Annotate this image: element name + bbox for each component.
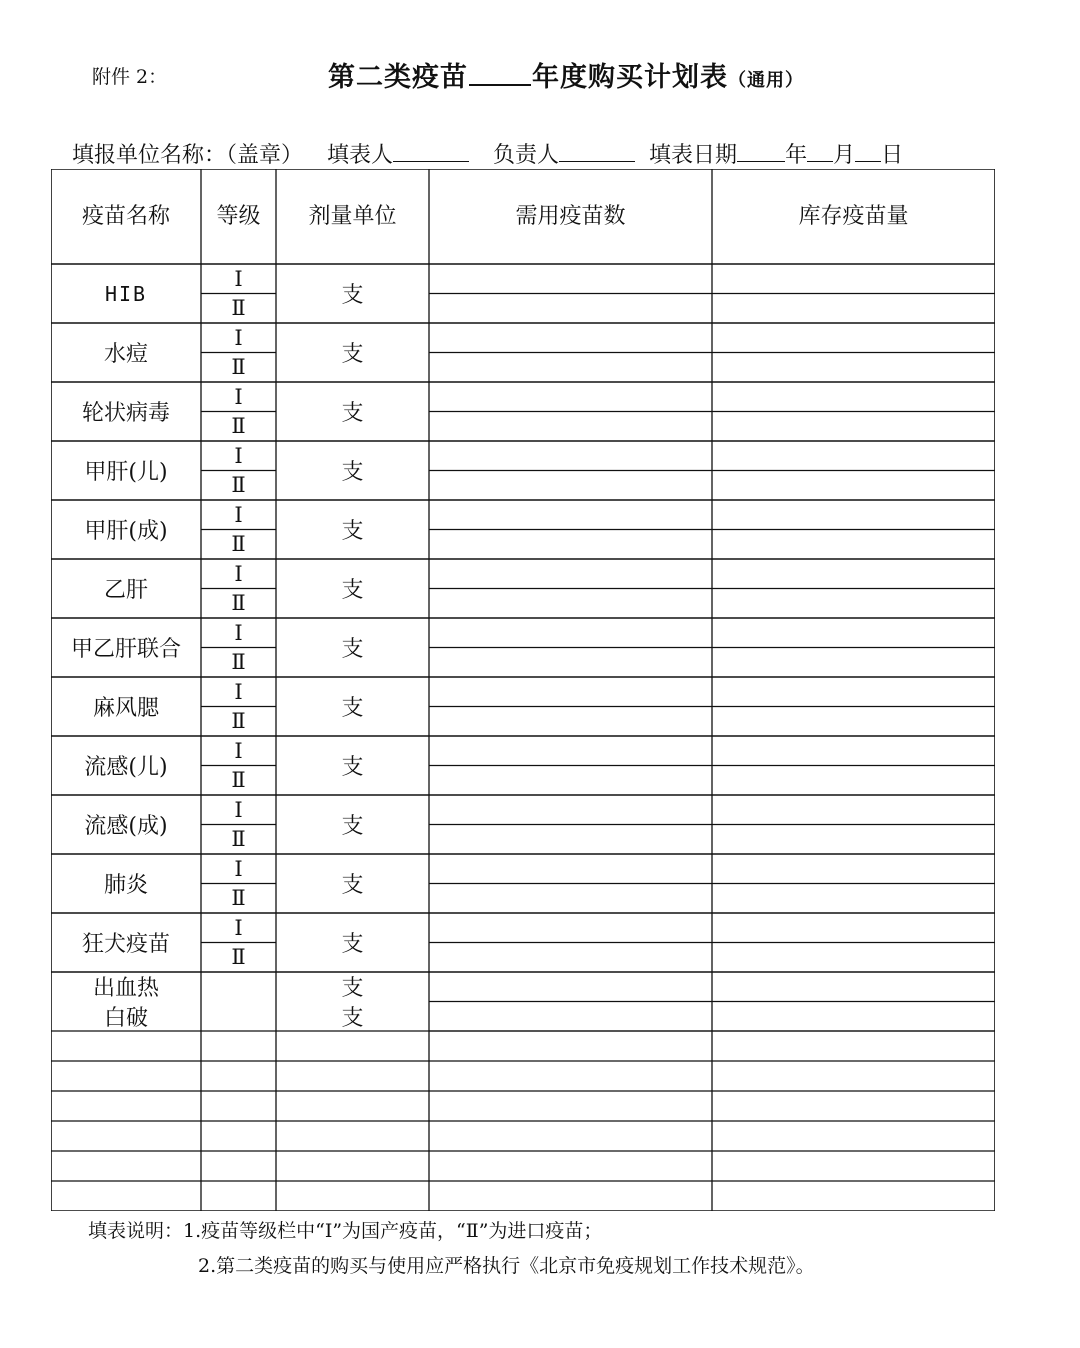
month-label: 月 xyxy=(833,143,856,168)
grade-domestic-cell: Ⅰ xyxy=(234,502,243,527)
required-quantity-input[interactable] xyxy=(429,441,712,471)
dose-unit-cell: 支 xyxy=(341,696,364,721)
required-quantity-input[interactable] xyxy=(429,323,712,353)
empty-entry-cell[interactable] xyxy=(429,1031,712,1061)
grade-empty-cell[interactable] xyxy=(201,972,276,1002)
grade-imported-cell: Ⅱ xyxy=(231,945,246,970)
grade-domestic-cell: Ⅰ xyxy=(234,325,243,350)
empty-entry-cell[interactable] xyxy=(276,1151,429,1181)
stock-quantity-input[interactable] xyxy=(712,825,995,855)
grade-imported-cell: Ⅱ xyxy=(231,591,246,616)
manager-blank[interactable] xyxy=(559,141,635,162)
empty-entry-cell[interactable] xyxy=(429,1151,712,1181)
dose-unit-cell: 支 xyxy=(341,755,364,780)
empty-entry-cell[interactable] xyxy=(51,1181,201,1211)
empty-entry-cell[interactable] xyxy=(712,1061,995,1091)
empty-entry-cell[interactable] xyxy=(712,1151,995,1181)
date-day-blank[interactable] xyxy=(855,141,881,162)
empty-entry-cell[interactable] xyxy=(201,1061,276,1091)
stock-quantity-input[interactable] xyxy=(712,412,995,442)
empty-entry-cell[interactable] xyxy=(276,1181,429,1211)
stock-quantity-input[interactable] xyxy=(712,500,995,530)
required-quantity-input[interactable] xyxy=(429,677,712,707)
empty-entry-cell[interactable] xyxy=(712,1181,995,1211)
grade-imported-cell: Ⅱ xyxy=(231,355,246,380)
stock-quantity-input[interactable] xyxy=(712,264,995,294)
stock-quantity-input[interactable] xyxy=(712,972,995,1002)
vaccine-name-cell: 出血热 xyxy=(92,976,159,1002)
form-title xyxy=(328,55,804,94)
stock-quantity-input[interactable] xyxy=(712,1002,995,1032)
grade-imported-cell: Ⅱ xyxy=(231,709,246,734)
empty-entry-cell[interactable] xyxy=(712,1091,995,1121)
vaccine-name-cell: 甲肝(儿) xyxy=(84,460,168,485)
header-grade: 等级 xyxy=(216,203,261,229)
required-quantity-input[interactable] xyxy=(429,264,712,294)
grade-imported-cell: Ⅱ xyxy=(231,532,246,557)
required-quantity-input[interactable] xyxy=(429,294,712,324)
purchase-plan-table xyxy=(51,169,995,1211)
grade-domestic-cell: Ⅰ xyxy=(234,738,243,763)
empty-entry-cell[interactable] xyxy=(201,1031,276,1061)
stock-quantity-input[interactable] xyxy=(712,323,995,353)
empty-entry-cell[interactable] xyxy=(201,1151,276,1181)
grade-domestic-cell: Ⅰ xyxy=(234,443,243,468)
dose-unit-cell: 支 xyxy=(341,873,364,898)
empty-entry-cell[interactable] xyxy=(712,1031,995,1061)
vaccine-name-cell: 甲肝(成) xyxy=(84,519,168,544)
vaccine-name-cell: 流感(儿) xyxy=(84,755,168,780)
required-quantity-input[interactable] xyxy=(429,559,712,589)
note-line-1: 填表说明：1.疫苗等级栏中“Ⅰ”为国产疫苗，“Ⅱ”为进口疫苗； xyxy=(88,1220,603,1242)
stock-quantity-input[interactable] xyxy=(712,294,995,324)
stock-quantity-input[interactable] xyxy=(712,530,995,560)
stock-quantity-input[interactable] xyxy=(712,589,995,619)
empty-entry-cell[interactable] xyxy=(429,1121,712,1151)
required-quantity-input[interactable] xyxy=(429,589,712,619)
empty-entry-cell[interactable] xyxy=(276,1061,429,1091)
grade-imported-cell: Ⅱ xyxy=(231,886,246,911)
required-quantity-input[interactable] xyxy=(429,382,712,412)
stock-quantity-input[interactable] xyxy=(712,441,995,471)
required-quantity-input[interactable] xyxy=(429,707,712,737)
vaccine-name-cell: 流感(成) xyxy=(84,814,168,839)
stock-quantity-input[interactable] xyxy=(712,913,995,943)
stock-quantity-input[interactable] xyxy=(712,353,995,383)
stock-quantity-input[interactable] xyxy=(712,707,995,737)
grade-domestic-cell: Ⅰ xyxy=(234,384,243,409)
required-quantity-input[interactable] xyxy=(429,530,712,560)
header-dose-unit: 剂量单位 xyxy=(308,203,397,229)
dose-unit-cell: 支 xyxy=(341,519,364,544)
grade-domestic-cell: Ⅰ xyxy=(234,679,243,704)
date-year-blank[interactable] xyxy=(737,141,785,162)
empty-entry-cell[interactable] xyxy=(51,1091,201,1121)
grade-domestic-cell: Ⅰ xyxy=(234,797,243,822)
empty-entry-cell[interactable] xyxy=(429,1061,712,1091)
required-quantity-input[interactable] xyxy=(429,500,712,530)
vaccine-name-cell: 白破 xyxy=(103,1005,148,1031)
empty-entry-cell[interactable] xyxy=(429,1091,712,1121)
attachment-label: 附件 2： xyxy=(92,66,168,88)
required-quantity-input[interactable] xyxy=(429,884,712,914)
required-quantity-input[interactable] xyxy=(429,353,712,383)
required-quantity-input[interactable] xyxy=(429,471,712,501)
vaccine-name-cell: 水痘 xyxy=(103,342,148,367)
empty-entry-cell[interactable] xyxy=(712,1121,995,1151)
stock-quantity-input[interactable] xyxy=(712,618,995,648)
title-prefix: 第二类疫苗 xyxy=(328,62,468,93)
empty-entry-cell[interactable] xyxy=(51,1061,201,1091)
stock-quantity-input[interactable] xyxy=(712,736,995,766)
dose-unit-cell: 支 xyxy=(341,976,364,1002)
required-quantity-input[interactable] xyxy=(429,943,712,973)
dose-unit-cell: 支 xyxy=(341,401,364,426)
grade-domestic-cell: Ⅰ xyxy=(234,266,243,291)
dose-unit-cell: 支 xyxy=(341,1005,364,1031)
empty-entry-cell[interactable] xyxy=(51,1031,201,1061)
header-stock-quantity: 库存疫苗量 xyxy=(798,203,909,229)
vaccine-name-cell: 麻风腮 xyxy=(92,696,159,721)
title-suffix: （通用） xyxy=(728,70,804,91)
stock-quantity-input[interactable] xyxy=(712,943,995,973)
filler-blank[interactable] xyxy=(393,141,469,162)
stock-quantity-input[interactable] xyxy=(712,382,995,412)
empty-entry-cell[interactable] xyxy=(201,1181,276,1211)
manager-label: 负责人 xyxy=(493,143,560,168)
stock-quantity-input[interactable] xyxy=(712,884,995,914)
required-quantity-input[interactable] xyxy=(429,648,712,678)
required-quantity-input[interactable] xyxy=(429,972,712,1002)
header-vaccine-name: 疫苗名称 xyxy=(81,203,170,229)
dose-unit-cell: 支 xyxy=(341,283,364,308)
stock-quantity-input[interactable] xyxy=(712,648,995,678)
title-main: 年度购买计划表 xyxy=(532,62,728,93)
dose-unit-cell: 支 xyxy=(341,578,364,603)
empty-entry-cell[interactable] xyxy=(429,1181,712,1211)
year-blank[interactable] xyxy=(469,62,531,86)
header-info-line xyxy=(72,138,903,169)
dose-unit-cell: 支 xyxy=(341,460,364,485)
vaccine-name-cell: 狂犬疫苗 xyxy=(81,932,170,957)
empty-entry-cell[interactable] xyxy=(276,1031,429,1061)
unit-name-label: 填报单位名称：（盖章） xyxy=(72,143,304,168)
required-quantity-input[interactable] xyxy=(429,412,712,442)
grade-imported-cell: Ⅱ xyxy=(231,827,246,852)
required-quantity-input[interactable] xyxy=(429,766,712,796)
day-label: 日 xyxy=(881,143,904,168)
dose-unit-cell: 支 xyxy=(341,342,364,367)
empty-entry-cell[interactable] xyxy=(276,1121,429,1151)
fill-instructions xyxy=(88,1214,815,1284)
dose-unit-cell: 支 xyxy=(341,637,364,662)
stock-quantity-input[interactable] xyxy=(712,854,995,884)
dose-unit-cell: 支 xyxy=(341,932,364,957)
vaccine-name-cell: HIB xyxy=(104,281,148,306)
date-month-blank[interactable] xyxy=(807,141,833,162)
grade-imported-cell: Ⅱ xyxy=(231,768,246,793)
grade-imported-cell: Ⅱ xyxy=(231,296,246,321)
grade-domestic-cell: Ⅰ xyxy=(234,561,243,586)
stock-quantity-input[interactable] xyxy=(712,471,995,501)
empty-entry-cell[interactable] xyxy=(201,1091,276,1121)
vaccine-name-cell: 轮状病毒 xyxy=(81,401,170,426)
grade-imported-cell: Ⅱ xyxy=(231,650,246,675)
required-quantity-input[interactable] xyxy=(429,825,712,855)
grade-domestic-cell: Ⅰ xyxy=(234,915,243,940)
empty-entry-cell[interactable] xyxy=(51,1151,201,1181)
date-label: 填表日期 xyxy=(649,143,738,168)
empty-entry-cell[interactable] xyxy=(201,1121,276,1151)
dose-unit-cell: 支 xyxy=(341,814,364,839)
header-required-quantity: 需用疫苗数 xyxy=(515,203,626,229)
required-quantity-input[interactable] xyxy=(429,795,712,825)
vaccine-name-cell: 甲乙肝联合 xyxy=(70,637,181,662)
required-quantity-input[interactable] xyxy=(429,854,712,884)
stock-quantity-input[interactable] xyxy=(712,559,995,589)
year-label: 年 xyxy=(785,143,808,168)
stock-quantity-input[interactable] xyxy=(712,677,995,707)
grade-empty-cell[interactable] xyxy=(201,1002,276,1032)
note-line-2: 2.第二类疫苗的购买与使用应严格执行《北京市免疫规划工作技术规范》。 xyxy=(198,1255,815,1277)
stock-quantity-input[interactable] xyxy=(712,766,995,796)
vaccine-name-cell: 肺炎 xyxy=(103,873,148,898)
grade-domestic-cell: Ⅰ xyxy=(234,856,243,881)
grade-domestic-cell: Ⅰ xyxy=(234,620,243,645)
required-quantity-input[interactable] xyxy=(429,618,712,648)
stock-quantity-input[interactable] xyxy=(712,795,995,825)
required-quantity-input[interactable] xyxy=(429,1002,712,1032)
grade-imported-cell: Ⅱ xyxy=(231,473,246,498)
empty-entry-cell[interactable] xyxy=(51,1121,201,1151)
vaccine-name-cell: 乙肝 xyxy=(103,578,148,603)
required-quantity-input[interactable] xyxy=(429,913,712,943)
required-quantity-input[interactable] xyxy=(429,736,712,766)
filler-label: 填表人 xyxy=(327,143,394,168)
empty-entry-cell[interactable] xyxy=(276,1091,429,1121)
grade-imported-cell: Ⅱ xyxy=(231,414,246,439)
